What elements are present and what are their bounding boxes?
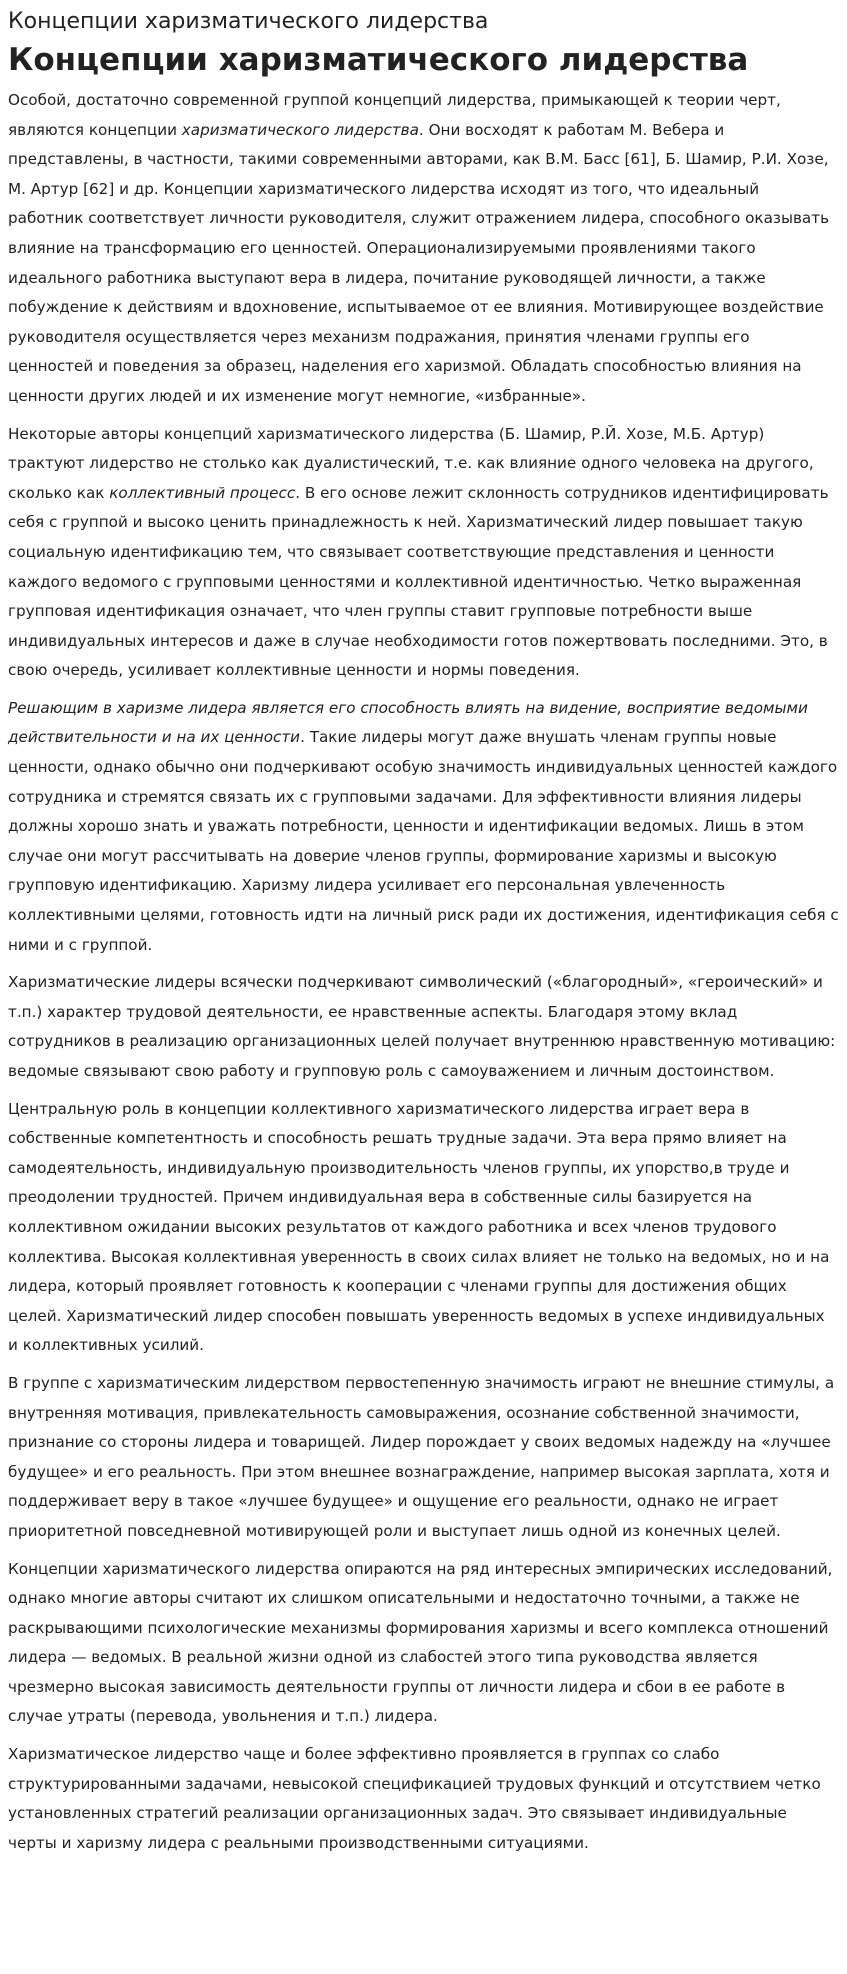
paragraph-6-text: В группе с харизматическим лидерством первостепенную значимость играют не внешние стимулы, а внутренняя мотивация, привлекательность самовыражения, осознание собственной значимости, признание со стороны лидера и товарищей. Лидер порождает у своих ведомых надежду на «лучшее будущее» и его реальность. При этом внешнее вознаграждение, например высокая зарплата, хотя и поддерживает веру в такое «лучшее будущее» и ощущение его реальности, однако не играет приоритетной повседневной мотивирующей роли и выступает лишь одной из конечных целей.	[8, 1373, 835, 1540]
paragraph-3-text: . Такие лидеры могут даже внушать членам группы новые ценности, однако обычно они подчеркивают особую значимость индивидуальных ценностей каждого сотрудника и стремятся связать их с групповыми задачами. Для эффективности влияния лидеры должны хорошо знать и уважать потребности, ценности и идентификации ведомых. Лишь в этом случае они могут рассчитывать на доверие членов группы, формирование харизмы и высокую групповую идентификацию. Харизму лидера усиливает его персональная увлеченность коллективными целями, готовность идти на личный риск ради их достижения, идентификация себя с ними и с группой.	[8, 728, 839, 954]
paragraph-1	[8, 86, 839, 412]
paragraph-4	[8, 968, 839, 1086]
paragraph-3-emphasis: Решающим в харизме лидера является его способность влиять на видение, восприятие ведомыми действительности и на их ценности	[8, 698, 808, 747]
paragraph-8	[8, 1740, 839, 1858]
paragraph-2-text-a: Некоторые авторы концепций харизматического лидерства (Б. Шамир, Р.Й. Хозе, М.Б. Артур) трактуют лидерство не столько как дуалистический, т.е. как влияние одного человека на другого, сколько как	[8, 424, 814, 502]
paragraph-2-text-b: . В его основе лежит склонность сотрудников идентифицировать себя с группой и высоко ценить принадлежность к ней. Харизматический лидер повышает такую социальную идентификацию тем, что связывает соответствующие представления и ценности каждого ведомого с групповыми ценностями и коллективной идентичностью. Четко выраженная групповая идентификация означает, что член группы ставит групповые потребности выше индивидуальных интересов и даже в случае необходимости готов пожертвовать последними. Это, в свою очередь, усиливает коллективные ценности и нормы поведения.	[8, 483, 829, 680]
paragraph-2-emphasis: коллективный процесс	[109, 483, 296, 502]
paragraph-1-text-b: . Они восходят к работам М. Вебера и представлены, в частности, такими современными авторами, как В.М. Басс [61], Б. Шамир, Р.И. Хозе, М. Артур [62] и др. Концепции харизматического лидерства исходят из того, что идеальный работник соответствует личности руководителя, служит отражением лидера, способного оказывать влияние на трансформацию его ценностей. Операционализируемыми проявлениями такого идеального работника выступают вера в лидера, почитание руководящей личности, а также побуждение к действиям и вдохновение, испытываемое от ее влияния. Мотивирующее воздействие руководителя осуществляется через механизм подражания, принятия членами группы его ценностей и поведения за образец, наделения его харизмой. Обладать способностью влияния на ценности других людей и их изменение могут немногие, «избранные».	[8, 120, 830, 405]
paragraph-2	[8, 420, 839, 686]
paragraph-7	[8, 1555, 839, 1733]
paragraph-1-emphasis: харизматического лидерства	[181, 120, 419, 139]
paragraph-8-text: Харизматическое лидерство чаще и более эффективно проявляется в группах со слабо структурированными задачами, невысокой спецификацией трудовых функций и отсутствием четко установленных стратегий реализации организационных задач. Это связывает индивидуальные черты и харизму лидера с реальными производственными ситуациями.	[8, 1745, 821, 1852]
paragraph-1-text-a: Особой, достаточно современной группой концепций лидерства, примыкающей к теории черт, являются концепции	[8, 91, 781, 139]
paragraph-6	[8, 1369, 839, 1547]
article-heading: Концепции харизматического лидерства	[8, 42, 749, 78]
paragraph-4-text: Харизматические лидеры всячески подчеркивают символический («благородный», «героический» и т.п.) характер трудовой деятельности, ее нравственные аспекты. Благодаря этому вклад сотрудников в реализацию организационных целей получает внутреннюю нравственную мотивацию: ведомые связывают свою работу и групповую роль с самоуважением и личным достоинством.	[8, 973, 836, 1080]
paragraph-3	[8, 694, 839, 960]
page-title: Концепции харизматического лидерства	[8, 9, 489, 34]
paragraph-7-text: Концепции харизматического лидерства опираются на ряд интересных эмпирических исследований, однако многие авторы считают их слишком описательными и недостаточно точными, а также не раскрывающими психологические механизмы формирования харизмы и всего комплекса отношений лидера — ведомых. В реальной жизни одной из слабостей этого типа руководства является чрезмерно высокая зависимость деятельности группы от личности лидера и сбои в ее работе в случае утраты (перевода, увольнения и т.п.) лидера.	[8, 1559, 833, 1726]
paragraph-5	[8, 1095, 839, 1361]
paragraph-5-text: Центральную роль в концепции коллективного харизматического лидерства играет вера в собственные компетентность и способность решать трудные задачи. Эта вера прямо влияет на самодеятельность, индивидуальную производительность членов группы, их упорство,в труде и преодолении трудностей. Причем индивидуальная вера в собственные силы базируется на коллективном ожидании высоких результатов от каждого работника и всех членов трудового коллектива. Высокая коллективная уверенность в своих силах влияет не только на ведомых, но и на лидера, который проявляет готовность к кооперации с членами группы для достижения общих целей. Харизматический лидер способен повышать уверенность ведомых в успехе индивидуальных и коллективных усилий.	[8, 1099, 830, 1355]
